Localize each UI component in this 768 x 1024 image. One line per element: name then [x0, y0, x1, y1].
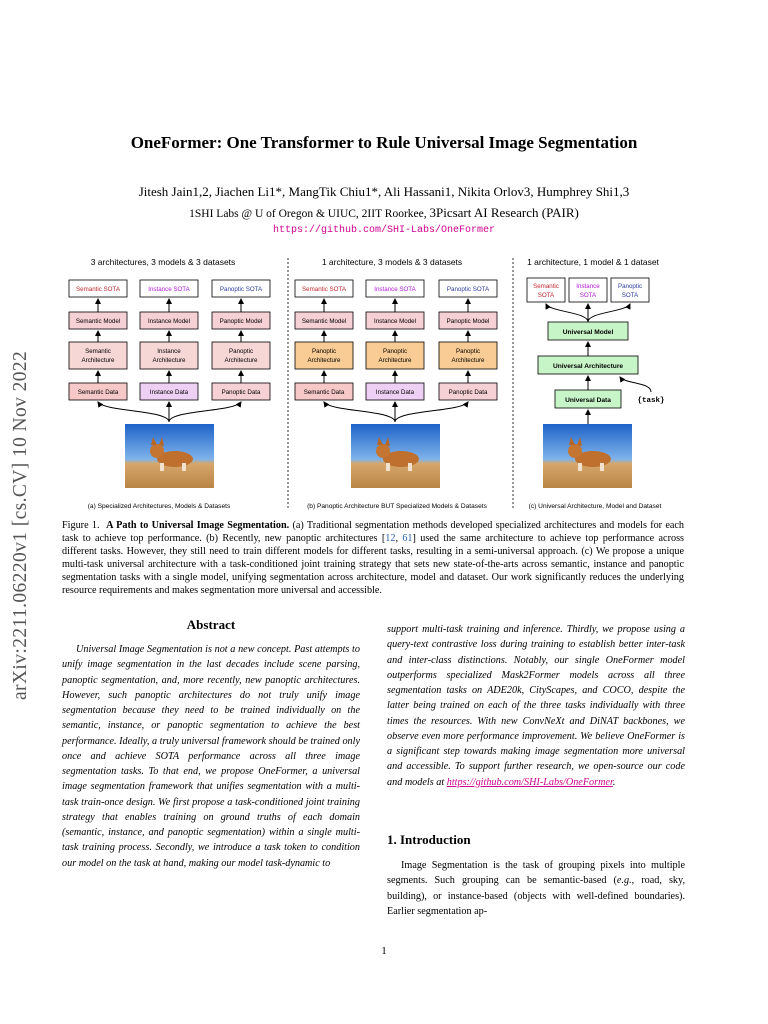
panel-a-sota-row	[69, 280, 270, 297]
figure-caption	[62, 519, 684, 598]
citation-link[interactable]: 12	[385, 533, 396, 545]
affiliation-pair: 3Picsart AI Research (PAIR)	[429, 205, 579, 220]
figure-1	[60, 250, 690, 515]
abstract-right-column	[387, 622, 685, 790]
abstract-left-column: Universal Image Segmentation is not a new concept. Past attempts to unify image segmentation in the last decades include scene parsing, panoptic segmentation, and, more recently, new panoptic architectures. However, such panoptic architectures do not truly unify image segmentation because they need to be trained individually on the semantic, instance, or panoptic segmentation to achieve the best performance. Ideally, a truly universal framework should be trained only once and achieve SOTA performance across all three image segmentation tasks. To that end, we propose OneFormer, a universal image segmentation framework that unifies segmentation with a multi-task train-once design. We first propose a task-conditioned joint training strategy that enables training on ground truths of each domain (semantic, instance, and panoptic segmentation) within a single multi-task training process. Secondly, we introduce a task token to condition our model on the task at hand, making our model task-dynamic to	[62, 644, 360, 869]
task-token-label: {task}	[637, 397, 665, 405]
panel-a-model-row	[69, 312, 270, 329]
instance-sota-label: Instance SOTA	[148, 286, 190, 293]
arch-label: Architecture	[152, 357, 186, 364]
arch-label: Architecture	[224, 357, 258, 364]
semantic-sota-label: Semantic SOTA	[302, 286, 346, 293]
model-label: Instance Model	[148, 318, 190, 325]
author-list: Jitesh Jain1,2, Jiachen Li1*, MangTik Chiu1*, Ali Hassani1, Nikita Orlov3, Humphrey Shi1,3	[138, 184, 630, 199]
arch-label: Architecture	[451, 357, 485, 364]
caption-sep: ,	[395, 533, 403, 545]
arch-label: Panoptic	[228, 348, 254, 355]
panel-c-header: 1 architecture, 1 model & 1 dataset	[527, 257, 659, 267]
panel-b-arch-row	[295, 342, 497, 369]
semantic-sota-label: Semantic	[533, 283, 559, 290]
panel-b-header: 1 architecture, 3 models & 3 datasets	[321, 257, 463, 267]
page-number: 1	[381, 945, 387, 957]
arch-label: Instance	[157, 348, 181, 355]
arxiv-stamp: arXiv:2211.06220v1 [cs.CV] 10 Nov 2022	[10, 350, 31, 700]
arch-label: Architecture	[378, 357, 412, 364]
data-label: Semantic Data	[77, 389, 119, 396]
model-label: Semantic Model	[301, 318, 347, 325]
model-label: Panoptic Model	[219, 318, 263, 325]
caption-bold: A Path to Universal Image Segmentation.	[106, 520, 290, 531]
arch-label: Architecture	[81, 357, 115, 364]
arch-label: Semantic	[85, 348, 111, 355]
model-label: Semantic Model	[75, 318, 121, 325]
introduction-heading: 1. Introduction	[387, 832, 471, 847]
data-label: Panoptic Data	[221, 389, 261, 396]
universal-arch-label: Universal Architecture	[552, 363, 624, 370]
panel-c-sota-row	[527, 278, 649, 302]
citation-link[interactable]: 61	[402, 533, 413, 545]
universal-model-label: Universal Model	[562, 329, 614, 336]
panel-c-caption: (c) Universal Architecture, Model and Dataset	[528, 503, 662, 510]
panel-b-model-row	[295, 312, 497, 329]
panoptic-sota-label: Panoptic SOTA	[219, 286, 263, 293]
panel-b-data-row	[295, 383, 497, 400]
abstract-end: .	[612, 776, 616, 788]
data-label: Semantic Data	[303, 389, 345, 396]
github-link[interactable]: https://github.com/SHI-Labs/OneFormer	[272, 225, 496, 236]
panoptic-sota-label: SOTA	[621, 292, 639, 299]
affiliations	[0, 205, 768, 221]
arch-label: Panoptic	[382, 348, 408, 355]
universal-data-label: Universal Data	[565, 397, 611, 404]
caption-label: Figure 1.	[62, 520, 100, 531]
caption-text: ] used the same architecture to achieve top performance across different tasks. However, they still need to train different models for different tasks, resulting in a semi-universal approach. (c) We propose a unique multi-task universal architecture with a task-conditioned joint training strategy that sets new state-of-the-arts across semantic, instance and panoptic segmentation tasks with a single model, unifying segmentation across architecture, model and dataset. Our work significantly reduces the underlying resource requirements and makes segmentation more universal and accessible.	[62, 533, 684, 597]
arch-label: Architecture	[307, 357, 341, 364]
panel-a-caption: (a) Specialized Architectures, Models & Datasets	[87, 503, 231, 510]
instance-sota-label: Instance SOTA	[374, 286, 416, 293]
abstract-heading: Abstract	[186, 617, 236, 632]
data-label: Panoptic Data	[448, 389, 488, 396]
panel-a-arch-row	[69, 342, 270, 369]
paper-title: OneFormer: One Transformer to Rule Universal Image Segmentation	[130, 133, 638, 152]
panel-b-dog-image	[351, 424, 440, 488]
panel-a-header: 3 architectures, 3 models & 3 datasets	[90, 257, 236, 267]
intro-text: Image Segmentation is the task of grouping pixels into multiple segments. Such grouping can be semantic-based (	[387, 860, 685, 887]
panoptic-sota-label: Panoptic	[617, 283, 643, 290]
affiliation-text: 1SHI Labs @ U of Oregon & UIUC, 2IIT Roorkee,	[189, 208, 430, 220]
panel-a-dog-image	[125, 424, 214, 488]
panel-b-caption: (b) Panoptic Architecture BUT Specialized Models & Datasets	[307, 503, 487, 510]
instance-sota-label: SOTA	[579, 292, 597, 299]
model-label: Panoptic Model	[446, 318, 490, 325]
arch-label: Panoptic	[311, 348, 337, 355]
introduction-text	[387, 858, 685, 919]
panel-c-dog-image	[543, 424, 632, 488]
panel-a-data-row	[69, 383, 270, 400]
semantic-sota-label: Semantic SOTA	[76, 286, 120, 293]
panel-b-sota-row	[295, 280, 497, 297]
code-link[interactable]: https://github.com/SHI-Labs/OneFormer	[446, 776, 613, 788]
abstract-continued: support multi-task training and inference. Thirdly, we propose using a query-text contrastive loss during training to establish better inter-task and inter-class distinctions. Notably, our single OneFormer model outperforms specialized Mask2Former models across all three segmentation tasks on ADE20k, CityScapes, and COCO, despite the latter being trained on each of the three tasks individually with three times the resources. With new ConvNeXt and DiNAT backbones, we observe even more performance improvement. We believe OneFormer is a significant step towards making image segmentation more universal and accessible. To support further research, we open-source our code and models at	[387, 624, 685, 788]
model-label: Instance Model	[374, 318, 416, 325]
data-label: Instance Data	[149, 389, 189, 396]
intro-text: , road, sky, building), or instance-based (objects with well-defined boundaries). Earlier segmentation ap-	[387, 875, 685, 917]
instance-sota-label: Instance	[576, 283, 600, 290]
arch-label: Panoptic	[455, 348, 481, 355]
caption-text: (a) Traditional segmentation methods developed specialized architectures and models for each task to achieve top performance. (b) Recently, new panoptic architectures [	[62, 520, 685, 545]
intro-eg: e.g.	[616, 875, 632, 887]
semantic-sota-label: SOTA	[537, 292, 555, 299]
panoptic-sota-label: Panoptic SOTA	[446, 286, 490, 293]
data-label: Instance Data	[375, 389, 415, 396]
